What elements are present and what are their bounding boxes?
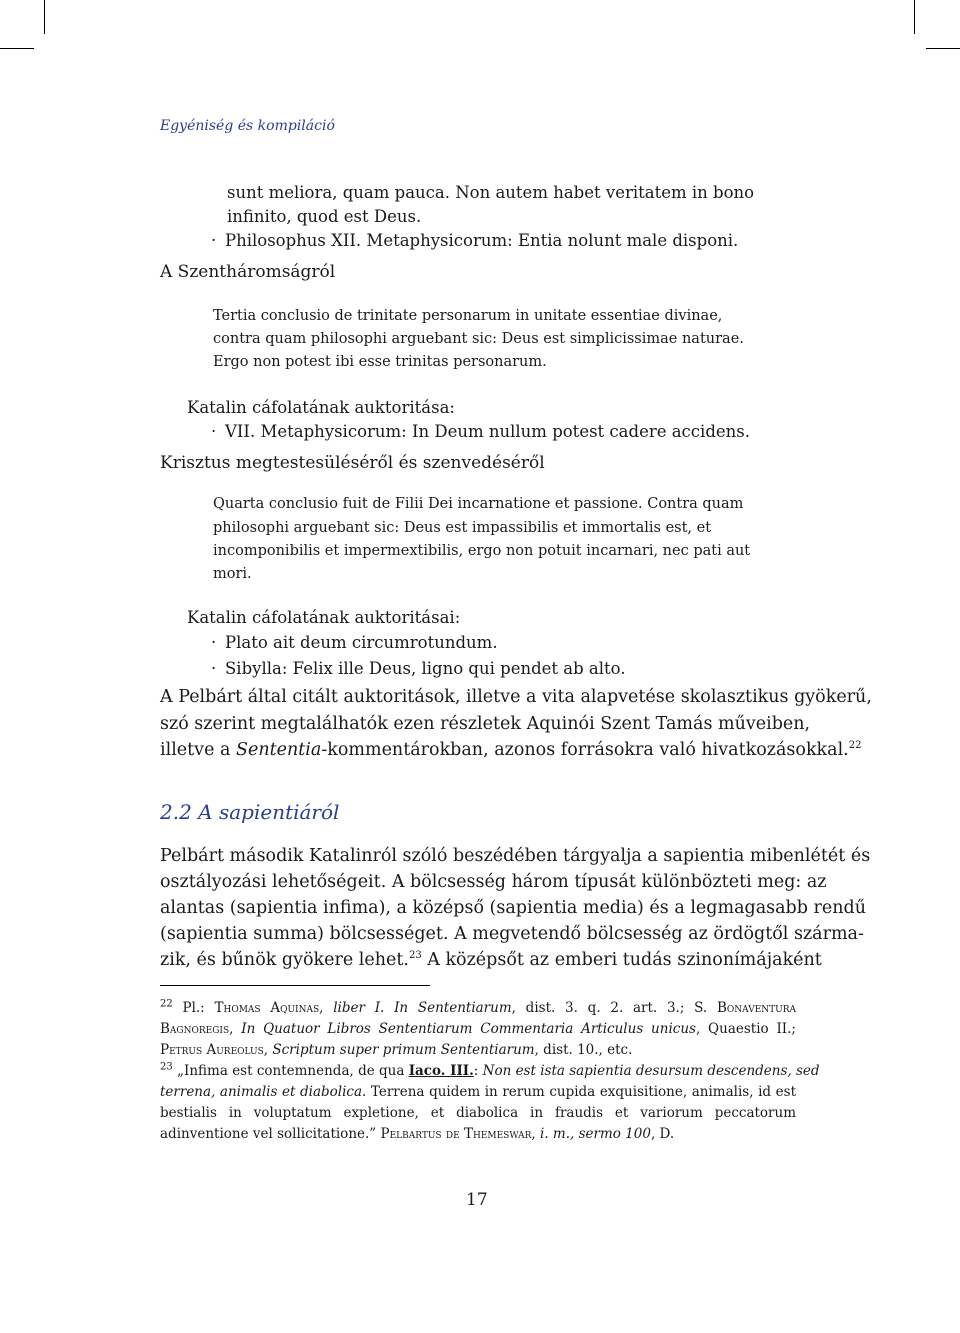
- footnote-separator: [160, 985, 430, 986]
- bullet-icon: ·: [211, 422, 217, 441]
- bullet-icon: ·: [211, 231, 217, 250]
- footnote-number: 23: [160, 1061, 173, 1073]
- body-paragraph-line: Pelbárt második Katalinról szóló beszédében tárgyalja a sapientia mibenlétét és: [160, 846, 871, 866]
- page-number: 17: [466, 1190, 488, 1210]
- running-header: Egyéniség és kompiláció: [160, 118, 335, 134]
- body-paragraph-line: (sapientia summa) bölcsességet. A megvetendő bölcsesség az ördögtől szárma-: [160, 924, 864, 944]
- bullet-icon: ·: [211, 633, 217, 652]
- crop-mark: [0, 48, 34, 49]
- body-paragraph-line: illetve a Sententia-kommentárokban, azonos forrásokra való hivatkozásokkal.$^{22}$: [160, 740, 862, 760]
- footnote-ref[interactable]: 22: [848, 740, 862, 752]
- footnote-22-line: Bagnoregis, In Quatuor Libros Sententiarum Commentaria Articulus unicus, Quaestio II.;: [160, 1021, 796, 1037]
- authority-label: Katalin cáfolatának auktoritása:: [187, 398, 455, 417]
- footnote-22-line: Petrus Aureolus, Scriptum super primum Sententiarum, dist. 10., etc.: [160, 1042, 633, 1058]
- bullet-item: · Philosophus XII. Metaphysicorum: Entia nolunt male disponi.: [211, 231, 739, 250]
- citation-line: Quarta conclusio fuit de Filii Dei incarnatione et passione. Contra quam: [213, 496, 744, 512]
- authority-label: Katalin cáfolatának auktoritásai:: [187, 608, 461, 627]
- bullet-item: · VII. Metaphysicorum: In Deum nullum potest cadere accidens.: [211, 422, 750, 441]
- crop-mark: [914, 0, 915, 34]
- bullet-item: · Plato ait deum circumrotundum.: [211, 633, 498, 652]
- bullet-icon: ·: [211, 659, 217, 678]
- crop-mark: [44, 0, 45, 34]
- footnote-22: $^{22}$ Pl.: Thomas Aquinas, liber I. In Sententiarum, dist. 3. q. 2. art. 3.; S. Bonaventura: [160, 998, 797, 1016]
- section-heading: Krisztus megtestesüléséről és szenvedéséről: [160, 453, 545, 473]
- citation-line: Tertia conclusio de trinitate personarum in unitate essentiae divinae,: [213, 308, 723, 324]
- footnote-23-line: adinventione vel sollicitatione.” Pelbartus de Themeswar, i. m., sermo 100, D.: [160, 1126, 675, 1142]
- footnote-number: 22: [160, 998, 173, 1010]
- citation-line: Ergo non potest ibi esse trinitas personarum.: [213, 354, 547, 370]
- bullet-item: · Sibylla: Felix ille Deus, ligno qui pendet ab alto.: [211, 659, 626, 678]
- body-paragraph-line: alantas (sapientia infima), a középső (sapientia media) és a legmagasabb rendű: [160, 898, 866, 918]
- subsection-heading: 2.2 A sapientiáról: [160, 800, 340, 824]
- footnote-23-line: bestialis in voluptatum expletione, et diabolica in fraudis et variorum peccatorum: [160, 1105, 796, 1121]
- quote-line: sunt meliora, quam pauca. Non autem habet veritatem in bono: [227, 183, 755, 202]
- body-paragraph-line: zik, és bűnök gyökere lehet.$^{23}$ A középsőt az emberi tudás szinonímájaként: [160, 950, 822, 970]
- body-paragraph-line: szó szerint megtalálhatók ezen részletek Aquinói Szent Tamás műveiben,: [160, 714, 811, 734]
- crop-mark: [926, 48, 960, 49]
- footnote-23: $^{23}$ „Infima est contemnenda, de qua Iaco. III.: Non est ista sapientia desursum descendens, sed: [160, 1061, 820, 1079]
- citation-line: contra quam philosophi arguebant sic: Deus est simplicissimae naturae.: [213, 331, 744, 347]
- citation-line: incomponibilis et impermextibilis, ergo non potuit incarnari, nec pati aut: [213, 543, 751, 559]
- body-paragraph-line: osztályozási lehetőségeit. A bölcsesség három típusát különbözteti meg: az: [160, 872, 827, 892]
- citation-line: mori.: [213, 566, 252, 582]
- section-heading: A Szentháromságról: [160, 262, 336, 282]
- body-paragraph-line: A Pelbárt által citált auktoritások, illetve a vita alapvetése skolasztikus gyökerű,: [160, 687, 872, 707]
- quote-line: infinito, quod est Deus.: [227, 207, 422, 226]
- bible-reference-link[interactable]: Iaco. III.: [408, 1063, 474, 1079]
- footnote-ref[interactable]: 23: [408, 950, 422, 962]
- footnote-23-line: terrena, animalis et diabolica. Terrena quidem in rerum cupida exquisitione, animalis, id est: [160, 1084, 796, 1100]
- citation-line: philosophi arguebant sic: Deus est impassibilis et immortalis est, et: [213, 520, 712, 536]
